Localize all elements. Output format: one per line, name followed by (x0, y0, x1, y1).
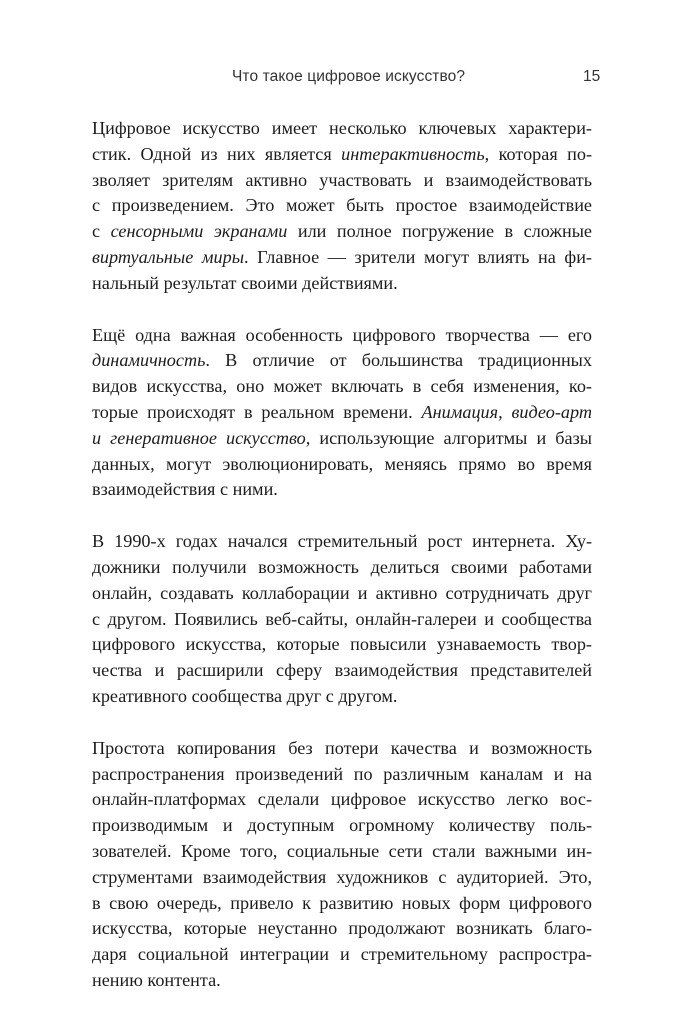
text-run: Простота копирования без потери качества и возможность (92, 737, 592, 758)
text-line (92, 736, 592, 762)
text-line (92, 581, 592, 607)
text-line (92, 219, 592, 245)
text-line (92, 142, 592, 168)
text-line (92, 607, 592, 633)
text-run: нальный результат своими действиями. (92, 272, 398, 293)
text-line (92, 400, 592, 426)
text-run: искусства, которые неустанно продолжают возникать благо- (92, 918, 592, 939)
text-line (92, 193, 592, 219)
text-run: или полное погружение в сложные (287, 221, 592, 242)
text-run: с другом. Появились веб-сайты, онлайн-галереи и сообщества (92, 608, 592, 629)
text-run: распространения произведений по различным каналам и на (92, 763, 592, 784)
body-text (92, 116, 592, 1020)
paragraph (92, 323, 592, 504)
text-line (92, 116, 592, 142)
text-line (92, 168, 592, 194)
text-run: креативного сообщества друг с другом. (92, 685, 398, 706)
italic-run: сенсорными экранами (110, 221, 288, 242)
text-line (92, 968, 592, 994)
text-run: использующие алгоритмы и базы (310, 427, 592, 448)
text-run: , которая по- (484, 143, 592, 164)
text-line (92, 891, 592, 917)
text-run: онлайн, создавать коллаборации и активно сотрудничать друг (92, 582, 592, 603)
italic-run: динамичность (92, 350, 206, 371)
text-line (92, 245, 592, 271)
text-line (92, 477, 592, 503)
italic-run: интерактивность (341, 143, 485, 164)
text-run: данных, могут эволюционировать, меняясь прямо во время (92, 453, 592, 474)
paragraph (92, 116, 592, 297)
text-line (92, 426, 592, 452)
page-number: 15 (583, 68, 601, 85)
text-line (92, 271, 592, 297)
paragraph (92, 736, 592, 994)
text-line (92, 916, 592, 942)
text-run: . Главное — зрители могут влиять на фи- (244, 246, 592, 267)
text-run: зователей. Кроме того, социальные сети стали важными ин- (92, 840, 592, 861)
text-line (92, 529, 592, 555)
text-line (92, 348, 592, 374)
text-run: зволяет зрителям активно участвовать и взаимодействовать (92, 169, 592, 190)
italic-run: и генеративное искусство, (92, 427, 311, 448)
text-line (92, 658, 592, 684)
text-run: онлайн-платформах сделали цифровое искусство легко вос- (92, 789, 592, 810)
text-line (92, 865, 592, 891)
text-run: чества и расширили сферу взаимодействия представителей (92, 660, 592, 681)
text-run: В 1990-х годах начался стремительный рост интернета. Ху- (92, 531, 592, 552)
text-run: производимым и доступным огромному количеству поль- (92, 815, 592, 836)
text-run: с (92, 221, 111, 242)
paragraph (92, 529, 592, 710)
text-run: Цифровое искусство имеет несколько ключевых характери- (92, 118, 592, 138)
text-run: Ещё одна важная особенность цифрового творчества — его (92, 324, 592, 345)
text-run: стик. Одной из них является (92, 143, 342, 164)
text-run: . В отличие от большинства традиционных (205, 350, 592, 371)
text-run: цифрового искусства, которые повысили узнаваемость твор- (92, 634, 592, 655)
text-run: видов искусства, оно может включать в себя изменения, ко- (92, 376, 592, 397)
text-line (92, 684, 592, 710)
text-run: дожники получили возможность делиться своими работами (92, 556, 592, 577)
text-line (92, 452, 592, 478)
text-line (92, 555, 592, 581)
text-run: в свою очередь, привело к развитию новых форм цифрового (92, 892, 592, 913)
text-line (92, 813, 592, 839)
text-run: даря социальной интеграции и стремительному распростра- (92, 944, 592, 965)
text-run: торые происходят в реальном времени. (92, 401, 422, 422)
text-run: с произведением. Это может быть простое взаимодействие (92, 195, 592, 216)
text-line (92, 787, 592, 813)
text-line (92, 323, 592, 349)
running-head-chapter-title: Что такое цифровое искусство? (232, 68, 466, 85)
text-run: нению контента. (92, 969, 221, 990)
text-line (92, 942, 592, 968)
italic-run: Анимация, видео-арт (421, 401, 593, 422)
text-run: взаимодействия с ними. (92, 479, 278, 500)
text-line (92, 839, 592, 865)
text-line (92, 374, 592, 400)
text-line (92, 762, 592, 788)
text-run: струментами взаимодействия художников с аудиторией. Это, (92, 866, 592, 887)
text-line (92, 632, 592, 658)
italic-run: виртуальные миры (92, 246, 245, 267)
